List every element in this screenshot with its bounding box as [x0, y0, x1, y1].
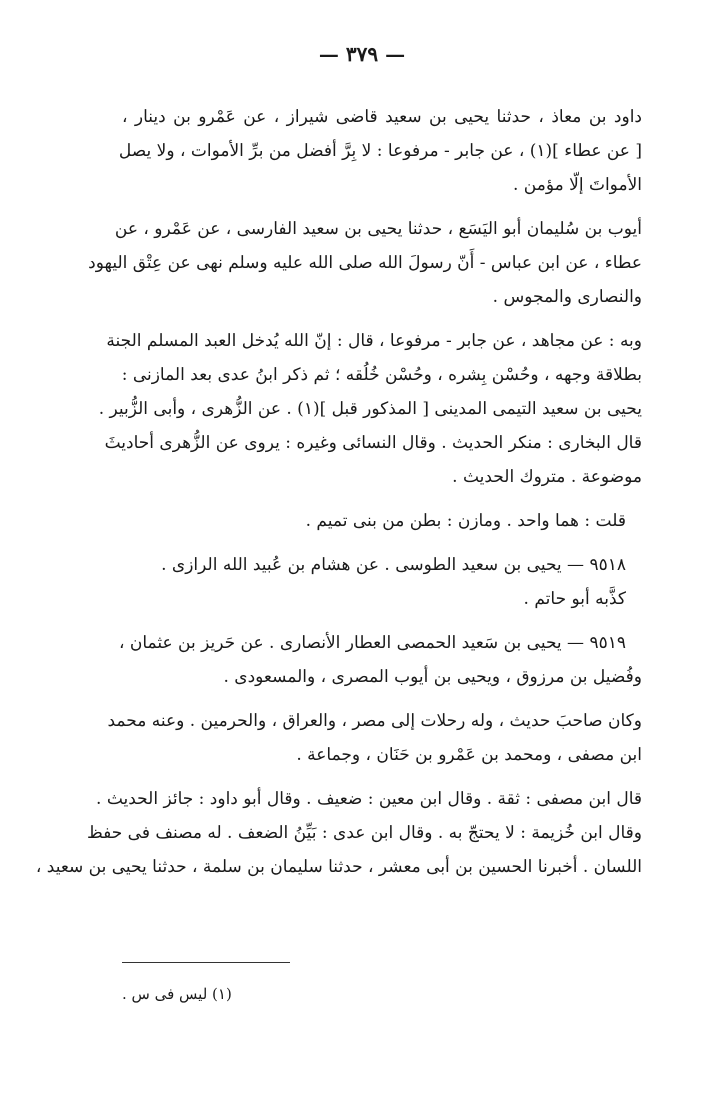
- paragraph: [35, 782, 642, 884]
- paragraph: [106, 324, 642, 392]
- page-number: — ٣٧٩ —: [318, 42, 406, 66]
- text-line: أيوب بن سُليمان أبو اليَسَع ، حدثنا يحيى بن سعيد الفارسى ، عن عَمْرو ، عن: [114, 219, 642, 239]
- paragraph: [118, 100, 642, 202]
- text-body: [35, 100, 642, 884]
- text-line: ٩٥١٨ — يحيى بن سعيد الطوسى . عن هشام بن عُبيد الله الرازى .: [161, 555, 626, 575]
- footnote-divider: [122, 962, 290, 963]
- text-line: كذَّبه أبو حاتم .: [523, 589, 626, 609]
- text-line: الأمواتَ إلّا مؤمن .: [512, 175, 642, 195]
- paragraph: [122, 582, 642, 616]
- text-line: اللسان . أخبرنا الحسين بن أبى معشر ، حدثنا سليمان بن سلمة ، حدثنا يحيى بن سعيد ،: [35, 857, 642, 877]
- text-line: ٩٥١٩ — يحيى بن سَعيد الحمصى العطار الأنصارى . عن حَريز بن عثمان ،: [118, 633, 626, 653]
- paragraph: [98, 392, 642, 494]
- text-line: داود بن معاذ ، حدثنا يحيى بن سعيد قاضى شيراز ، عن عَمْرو بن دينار ،: [122, 107, 642, 127]
- text-line: والنصارى والمجوس .: [492, 287, 642, 307]
- entry-heading: [118, 626, 642, 694]
- text-line: قال البخارى : منكر الحديث . وقال النسائى وغيره : يروى عن الزُّهرى أحاديثَ: [104, 433, 642, 453]
- footnote-text: (١) ليس فى س .: [122, 985, 232, 1003]
- text-line: يحيى بن سعيد التيمى المدينى [ المذكور قبل ](١) . عن الزُّهرى ، وأبى الزُّبير .: [98, 399, 642, 419]
- text-line: قال ابن مصفى : ثقة . وقال ابن معين : ضعيف . وقال أبو داود : جائز الحديث .: [96, 789, 642, 809]
- paragraph: [88, 212, 642, 314]
- text-line: عطاء ، عن ابن عباس - أَنّ رسولَ الله صلى الله عليه وسلم نهى عن عِتْق اليهود: [88, 253, 642, 273]
- text-line: وكان صاحبَ حديث ، وله رحلات إلى مصر ، والعراق ، والحرمين . وعنه محمد: [107, 711, 642, 731]
- text-line: بطلاقة وجهه ، وحُسْن بِشره ، وحُسْن خُلُقه ؛ ثم ذكر ابنُ عدى بعد المازنى :: [121, 365, 642, 385]
- text-line: موضوعة . متروك الحديث .: [452, 467, 642, 487]
- text-line: [ عن عطاء ](١) ، عن جابر - مرفوعا : لا بِرَّ أفضل من برِّ الأموات ، ولا يصل: [118, 141, 642, 161]
- paragraph: [107, 704, 642, 772]
- text-line: قلت : هما واحد . ومازن : بطن من بنى تميم .: [305, 511, 626, 531]
- paragraph: [122, 504, 642, 538]
- text-line: وبه : عن مجاهد ، عن جابر - مرفوعا ، قال : إنّ الله يُدخل العبد المسلم الجنة: [106, 331, 642, 351]
- text-line: وقال ابن خُزيمة : لا يحتجّ به . وقال ابن عدى : بَيِّنُ الضعف . له مصنف فى حفظ: [87, 823, 642, 843]
- text-line: وفُضيل بن مرزوق ، ويحيى بن أيوب المصرى ، والمسعودى .: [223, 667, 642, 687]
- text-line: ابن مصفى ، ومحمد بن عَمْرو بن حَنَان ، وجماعة .: [296, 745, 642, 765]
- footnote: [122, 985, 642, 1003]
- entry-heading: [122, 548, 642, 582]
